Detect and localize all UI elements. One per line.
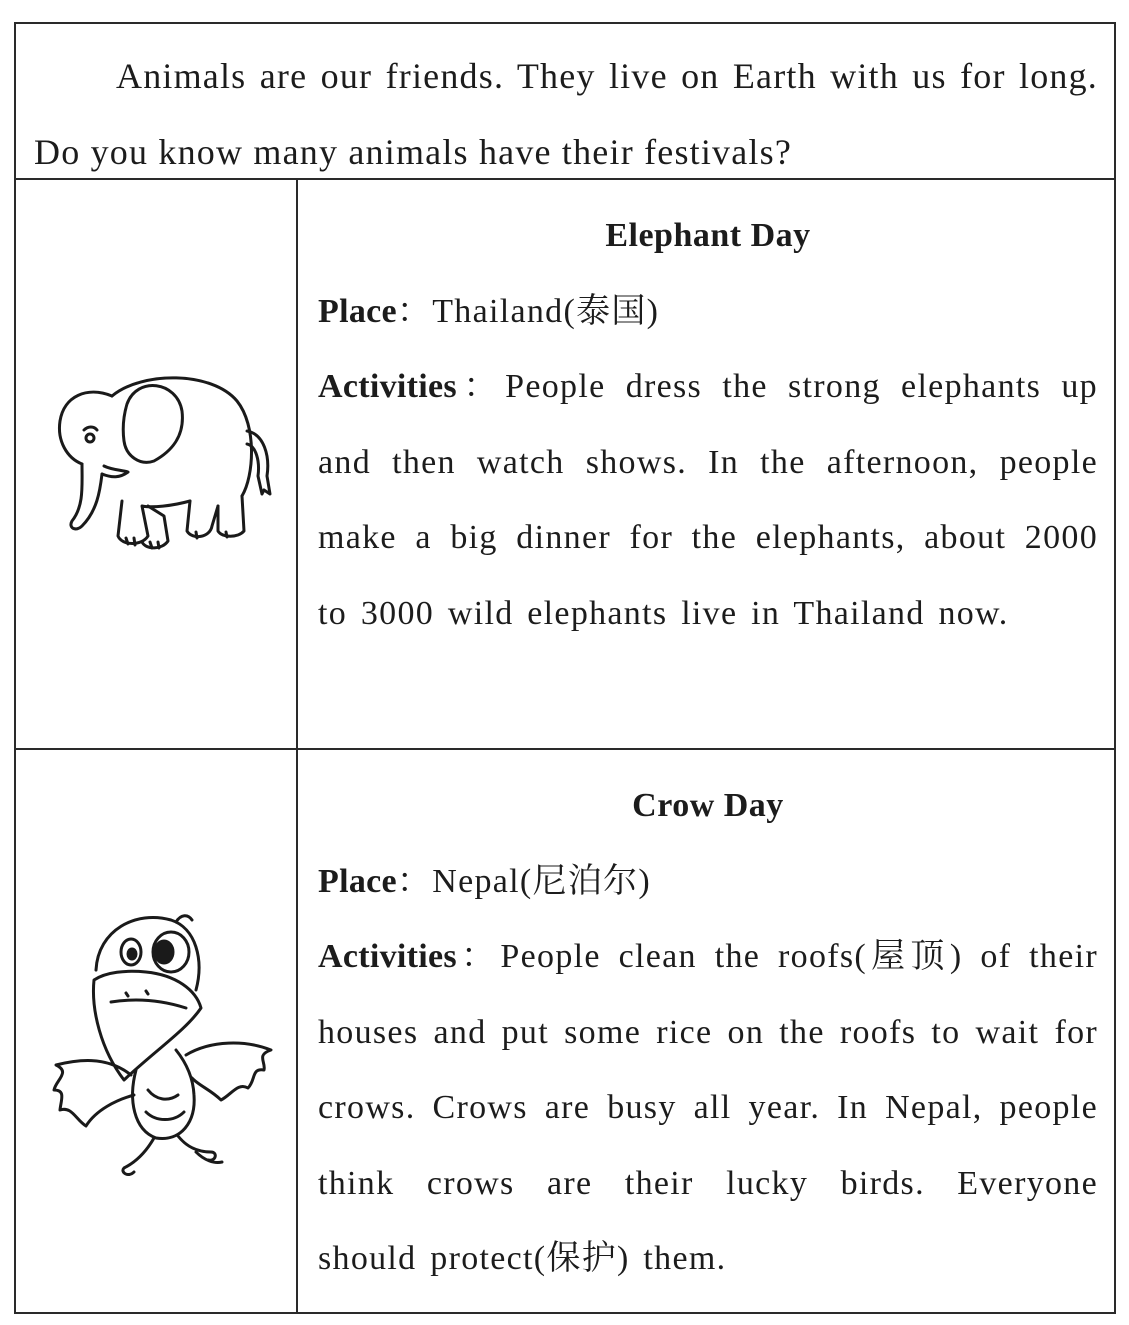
place-label: Place (318, 862, 397, 900)
place-value: Thailand(泰国) (432, 292, 660, 330)
elephant-day-row (16, 180, 1114, 750)
festival-table (14, 22, 1116, 1314)
crow-day-row (16, 750, 1114, 1314)
elephant-day-activities (318, 349, 1098, 651)
place-value: Nepal(尼泊尔) (432, 862, 652, 900)
crow-day-text-cell (300, 750, 1114, 1314)
crow-illustration (36, 890, 286, 1190)
label-separator: ： (456, 368, 506, 405)
elephant-day-title: Elephant Day (605, 217, 811, 254)
crow-picture-cell (16, 750, 298, 1314)
elephant-day-place (318, 274, 1098, 350)
label-separator: ： (396, 292, 433, 330)
activities-text: People clean the roofs(屋顶) of their houses and put some rice on the roofs to wait for crows. Crows are busy all year. In Nepal, people think crows are their lucky birds. Everyone should protect(保护) them. (318, 938, 1098, 1277)
label-separator: ： (456, 938, 501, 975)
elephant-day-text-cell (300, 180, 1114, 748)
crow-day-place (318, 844, 1098, 920)
label-separator: ： (396, 862, 433, 900)
elephant-picture-cell (16, 180, 298, 748)
activities-label: Activities (318, 368, 457, 405)
activities-label: Activities (318, 938, 457, 975)
place-label: Place (318, 292, 397, 330)
crow-day-title: Crow Day (632, 787, 784, 824)
intro-cell (16, 24, 1114, 180)
activities-text: People dress the strong elephants up and then watch shows. In the afternoon, people make a big dinner for the elephants, about 2000 to 3000 wild elephants live in Thailand now. (318, 368, 1098, 632)
elephant-illustration (42, 366, 282, 566)
intro-text: Animals are our friends. They live on Earth with us for long. Do you know many animals have their festivals? (34, 56, 1098, 172)
crow-day-activities (318, 919, 1098, 1297)
